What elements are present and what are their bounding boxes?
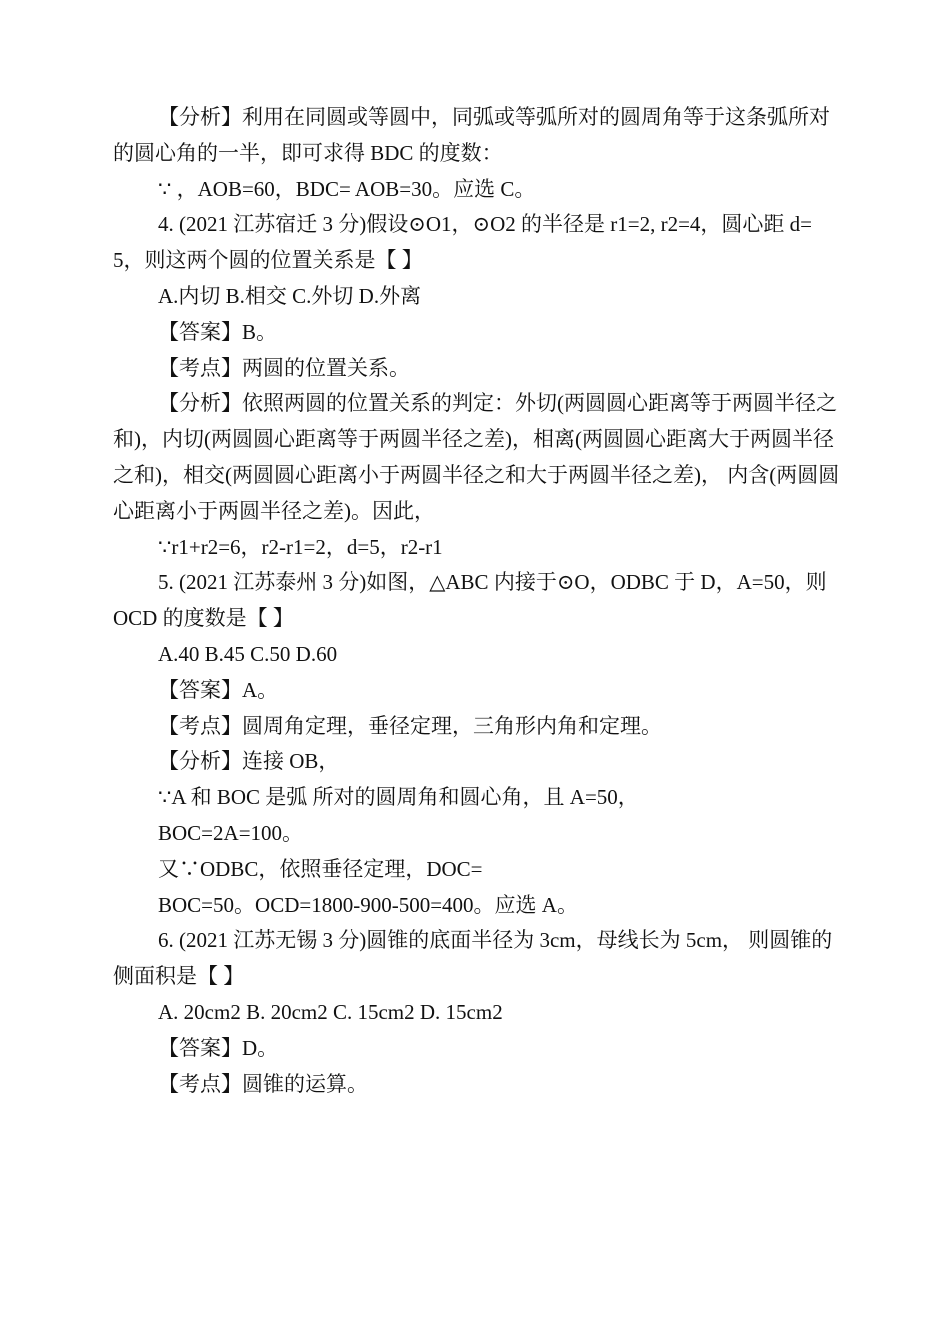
paragraph-solution-q3: ∵ ，AOB=60，BDC= AOB=30。应选 C。 — [158, 176, 536, 201]
paragraph-question-5: 5. (2021 江苏泰州 3 分)如图，△ABC 内接于⊙O，ODBC 于 D，A=50，则 OCD 的度数是【 】 — [113, 570, 827, 631]
paragraph-question-6: 6. (2021 江苏无锡 3 分)圆锥的底面半径为 3cm，母线长为 5cm， 则圆锥的侧面积是【 】 — [113, 928, 833, 989]
document-body — [113, 100, 843, 1102]
paragraph-question-4: 4. (2021 江苏宿迁 3 分)假设⊙O1，⊙O2 的半径是 r1=2, r2=4，圆心距 d=5，则这两个圆的位置关系是【 】 — [113, 212, 813, 273]
paragraph-analysis-q3: 【分析】利用在同圆或等圆中，同弧或等弧所对的圆周角等于这条弧所对的圆心角的一半，即可求得 BDC 的度数： — [113, 105, 830, 165]
paragraph-topic-q5: 【考点】圆周角定理，垂径定理，三角形内角和定理。 — [158, 713, 662, 738]
paragraph-step2-q5: BOC=2A=100。 — [158, 820, 304, 845]
paragraph-options-q5: A.40 B.45 C.50 D.60 — [158, 641, 338, 666]
paragraph-answer-q6: 【答案】D。 — [158, 1035, 279, 1060]
paragraph-step1-q5: ∵A 和 BOC 是弧 所对的圆周角和圆心角，且 A=50， — [158, 785, 639, 810]
paragraph-options-q6: A. 20cm2 B. 20cm2 C. 15cm2 D. 15cm2 — [158, 999, 503, 1024]
paragraph-answer-q4: 【答案】B。 — [158, 319, 278, 344]
paragraph-answer-q5: 【答案】A。 — [158, 677, 279, 702]
paragraph-options-q4: A.内切 B.相交 C.外切 D.外离 — [158, 283, 422, 308]
paragraph-step3-q5: 又∵ODBC，依照垂径定理，DOC= — [158, 856, 483, 881]
paragraph-topic-q6: 【考点】圆锥的运算。 — [158, 1071, 368, 1096]
paragraph-analysis-q5: 【分析】连接 OB， — [158, 749, 340, 774]
paragraph-analysis-q4: 【分析】依照两圆的位置关系的判定：外切(两圆圆心距离等于两圆半径之和)，内切(两圆圆心距离等于两圆半径之差)，相离(两圆圆心距离大于两圆半径之和)，相交(两圆圆心距离小于两圆半径之和大于两圆半径之差)， 内含(两圆圆心距离小于两圆半径之差)。因此， — [113, 391, 840, 523]
paragraph-step4-q5: BOC=50。OCD=1800-900-500=400。应选 A。 — [158, 892, 578, 917]
paragraph-topic-q4: 【考点】两圆的位置关系。 — [158, 355, 410, 380]
paragraph-solution-q4: ∵r1+r2=6，r2-r1=2，d=5，r2-r1 — [158, 534, 443, 559]
